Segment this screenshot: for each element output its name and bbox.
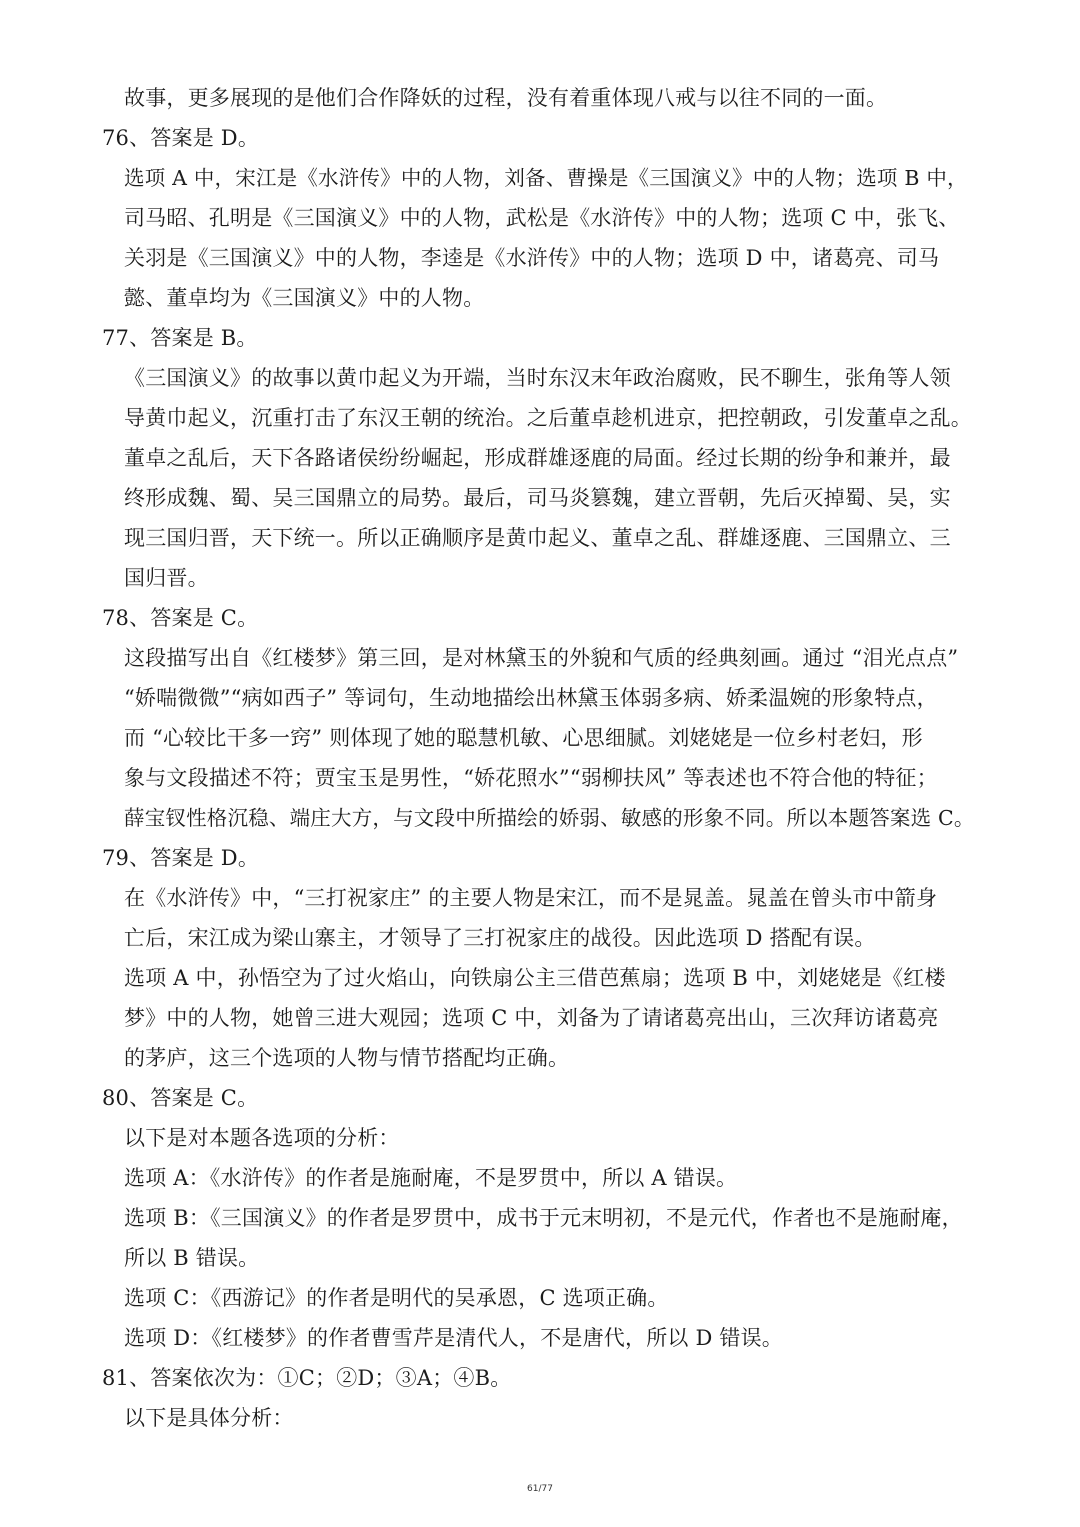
- answer-heading: 79、答案是 D。: [102, 846, 260, 870]
- answer-heading: 77、答案是 B。: [102, 326, 258, 350]
- paragraph-line: 亡后，宋江成为梁山寨主，才领导了三打祝家庄的战役。因此选项 D 搭配有误。: [124, 926, 876, 950]
- paragraph-line: 选项 A：《水浒传》的作者是施耐庵，不是罗贯中，所以 A 错误。: [124, 1166, 738, 1190]
- paragraph-line: 懿、董卓均为《三国演义》中的人物。: [124, 286, 485, 310]
- answer-heading: 76、答案是 D。: [102, 126, 260, 150]
- paragraph-line: 以下是对本题各选项的分析：: [124, 1126, 400, 1150]
- paragraph-line: 选项 A 中，孙悟空为了过火焰山，向铁扇公主三借芭蕉扇；选项 B 中，刘姥姥是《红楼: [124, 966, 946, 990]
- paragraph-line: 司马昭、孔明是《三国演义》中的人物，武松是《水浒传》中的人物；选项 C 中，张飞、: [124, 206, 960, 230]
- paragraph-line: 《三国演义》的故事以黄巾起义为开端，当时东汉末年政治腐败，民不聊生，张角等人领: [124, 366, 951, 390]
- paragraph-line: 这段描写出自《红楼梦》第三回，是对林黛玉的外貌和气质的经典刻画。通过 “泪光点点”: [124, 646, 959, 670]
- paragraph-line: 所以 B 错误。: [124, 1246, 260, 1270]
- paragraph-line: 以下是具体分析：: [124, 1406, 294, 1430]
- paragraph-line: 薛宝钗性格沉稳、端庄大方，与文段中所描绘的娇弱、敏感的形象不同。所以本题答案选 C。: [124, 806, 975, 830]
- answer-heading: 80、答案是 C。: [102, 1086, 259, 1110]
- paragraph-line: 选项 C：《西游记》的作者是明代的吴承恩，C 选项正确。: [124, 1286, 669, 1310]
- paragraph-line: 终形成魏、蜀、吴三国鼎立的局势。最后，司马炎篡魏，建立晋朝，先后灭掉蜀、吴，实: [124, 486, 951, 510]
- paragraph-line: 选项 D：《红楼梦》的作者曹雪芹是清代人，不是唐代，所以 D 错误。: [124, 1326, 783, 1350]
- paragraph-line: 在《水浒传》中，“三打祝家庄” 的主要人物是宋江，而不是晁盖。晁盖在曾头市中箭身: [124, 886, 938, 910]
- paragraph-line: 现三国归晋，天下统一。所以正确顺序是黄巾起义、董卓之乱、群雄逐鹿、三国鼎立、三: [124, 526, 951, 550]
- paragraph-line: 选项 B：《三国演义》的作者是罗贯中，成书于元末明初，不是元代，作者也不是施耐庵，: [124, 1206, 963, 1230]
- paragraph-line: 的茅庐，这三个选项的人物与情节搭配均正确。: [124, 1046, 570, 1070]
- paragraph-line: 导黄巾起义，沉重打击了东汉王朝的统治。之后董卓趁机进京，把控朝政，引发董卓之乱。: [124, 406, 972, 430]
- paragraph-line: 关羽是《三国演义》中的人物，李逵是《水浒传》中的人物；选项 D 中，诸葛亮、司马: [124, 246, 940, 270]
- paragraph-line: 国归晋。: [124, 566, 209, 590]
- paragraph-line: 故事，更多展现的是他们合作降妖的过程，没有着重体现八戒与以往不同的一面。: [124, 86, 888, 110]
- page-body: [100, 78, 985, 1438]
- page-number: 61/77: [527, 1484, 553, 1494]
- answer-heading: 81、答案依次为：①C；②D；③A；④B。: [102, 1366, 512, 1390]
- paragraph-line: “娇喘微微”“病如西子” 等词句，生动地描绘出林黛玉体弱多病、娇柔温婉的形象特点，: [124, 686, 938, 710]
- paragraph-line: 而 “心较比干多一窍” 则体现了她的聪慧机敏、心思细腻。刘姥姥是一位乡村老妇，形: [124, 726, 923, 750]
- paragraph-line: 象与文段描述不符；贾宝玉是男性，“娇花照水”“弱柳扶风” 等表述也不符合他的特征；: [124, 766, 938, 790]
- answer-heading: 78、答案是 C。: [102, 606, 259, 630]
- paragraph-line: 梦》中的人物，她曾三进大观园；选项 C 中，刘备为了请诸葛亮出山，三次拜访诸葛亮: [124, 1006, 939, 1030]
- paragraph-line: 董卓之乱后，天下各路诸侯纷纷崛起，形成群雄逐鹿的局面。经过长期的纷争和兼并，最: [124, 446, 951, 470]
- paragraph-line: 选项 A 中，宋江是《水浒传》中的人物，刘备、曹操是《三国演义》中的人物；选项 B 中，: [124, 166, 968, 190]
